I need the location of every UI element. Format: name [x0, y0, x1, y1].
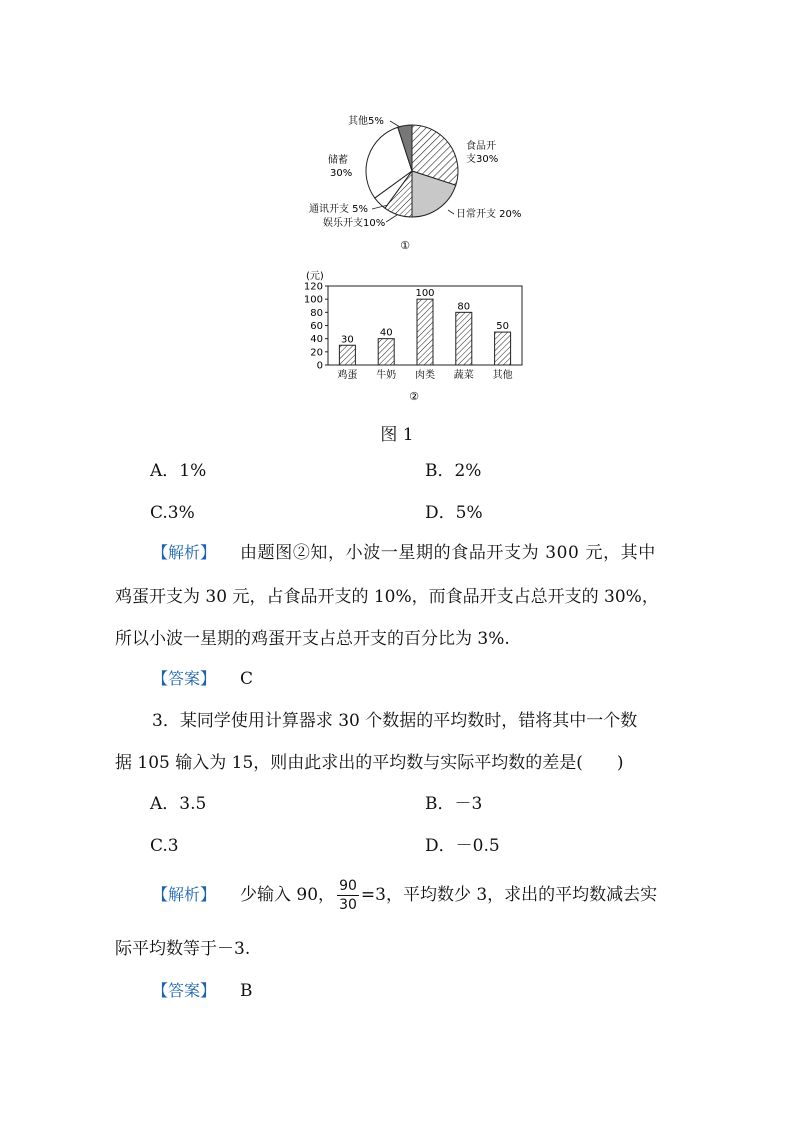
- pie-label-comm: 通讯开支 5%: [309, 204, 369, 215]
- q3-option-b: B．－3: [425, 794, 483, 814]
- bar-value-label: 80: [457, 301, 471, 313]
- pie-label-food-2: 支30%: [466, 154, 499, 165]
- leader-fun: [386, 215, 397, 222]
- y-tick-label: 60: [310, 321, 323, 332]
- figure-caption: 图 1: [380, 425, 414, 445]
- pie-chart: [300, 105, 560, 255]
- answer-value: C: [240, 669, 254, 689]
- pie-label-food-1: 食品开: [466, 141, 496, 152]
- bar-0: [339, 345, 355, 365]
- pie-label-other: 其他5%: [348, 116, 384, 127]
- bar-value-label: 30: [341, 334, 354, 346]
- q3-stem-line-2: 据 105 输入为 15，则由此求出的平均数与实际平均数的差是( ): [115, 753, 624, 773]
- bar-axis: [304, 282, 328, 372]
- fraction-numerator: 90: [339, 878, 357, 894]
- leader-daily: [448, 210, 454, 214]
- pie-label-daily: 日常开支 20%: [456, 209, 522, 220]
- q3-analysis-line-1: [152, 872, 657, 918]
- bar-marks: [337, 288, 512, 381]
- answer-value: B: [240, 981, 253, 1001]
- bar-unit: (元): [306, 271, 324, 282]
- analysis-tag: 【解析】: [152, 885, 217, 904]
- analysis-pre: 少输入 90，: [240, 885, 336, 905]
- bar-value-label: 100: [415, 288, 435, 300]
- bar-value-label: 40: [379, 327, 393, 339]
- analysis-tag: 【解析】: [152, 543, 217, 562]
- x-category-label: 其他: [492, 370, 513, 381]
- y-tick-label: 100: [303, 294, 323, 306]
- pie-label-savings-1: 储蓄: [328, 155, 348, 166]
- q2-option-c: C.3%: [150, 503, 195, 523]
- y-tick-label: 80: [310, 307, 323, 319]
- bar-value-label: 50: [496, 321, 509, 333]
- q3-option-c: C.3: [150, 836, 179, 856]
- leader-other: [390, 121, 400, 127]
- y-tick-label: 120: [303, 281, 323, 293]
- q3-option-d: D．－0.5: [425, 836, 500, 856]
- pie-label-savings-2: 30%: [330, 168, 353, 179]
- x-category-label: 鸡蛋: [337, 370, 358, 381]
- q3-option-a: A．3.5: [150, 794, 207, 814]
- pie-label-fun: 娱乐开支10%: [323, 218, 386, 229]
- q3-analysis-line-2: 际平均数等于－3.: [115, 939, 251, 959]
- q2-analysis-line-3: 所以小波一星期的鸡蛋开支占总开支的百分比为 3%.: [115, 629, 510, 649]
- x-category-label: 牛奶: [376, 370, 397, 381]
- pie-slices: [366, 125, 458, 217]
- y-tick-label: 0: [316, 360, 323, 372]
- q3-stem-line-1: 3．某同学使用计算器求 30 个数据的平均数时，错将其中一个数: [152, 711, 638, 731]
- q2-analysis-line-2: 鸡蛋开支为 30 元，占食品开支的 10%，而食品开支占总开支的 30%，: [115, 587, 659, 607]
- answer-tag: 【答案】: [152, 669, 217, 688]
- analysis-text: 由题图②知，小波一星期的食品开支为 300 元，其中: [240, 543, 656, 563]
- answer-tag: 【答案】: [152, 981, 217, 1000]
- bar-1: [378, 339, 394, 365]
- q3-answer: [152, 979, 253, 1003]
- q2-option-b: B．2%: [425, 461, 482, 481]
- x-category-label: 肉类: [415, 370, 435, 381]
- fraction-denominator: 30: [339, 897, 357, 913]
- x-category-label: 蔬菜: [453, 370, 474, 381]
- pie-number: ①: [400, 239, 410, 252]
- bar-4: [495, 332, 511, 365]
- bar-3: [456, 312, 472, 365]
- bar-chart: [300, 268, 540, 408]
- bar-2: [417, 299, 433, 365]
- q2-option-d: D．5%: [425, 503, 483, 523]
- q2-analysis-line-1: [152, 541, 656, 565]
- bar-number: ②: [409, 390, 419, 403]
- analysis-post: =3，平均数少 3，求出的平均数减去实: [360, 885, 658, 905]
- y-tick-label: 20: [310, 347, 323, 359]
- y-tick-label: 40: [310, 334, 323, 346]
- fraction: [337, 877, 359, 914]
- q2-answer: [152, 667, 253, 691]
- q2-option-a: A．1%: [150, 461, 207, 481]
